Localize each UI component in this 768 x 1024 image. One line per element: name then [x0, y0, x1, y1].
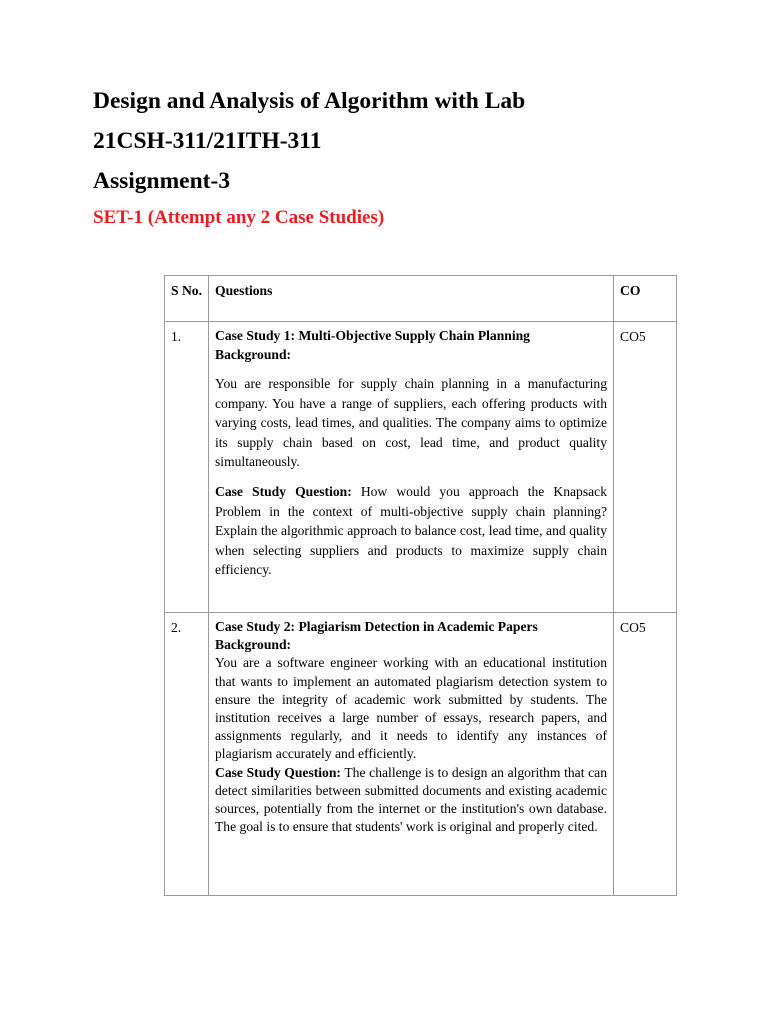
- co-value: CO5: [614, 322, 677, 613]
- co-value: CO5: [614, 613, 677, 896]
- row-number: 1.: [165, 322, 209, 613]
- question-paragraph: [215, 482, 607, 580]
- set-instruction: SET-1 (Attempt any 2 Case Studies): [93, 207, 385, 228]
- header-sno: S No.: [165, 276, 209, 322]
- table-row: [165, 613, 677, 896]
- header-questions: Questions: [209, 276, 614, 322]
- question-cell: [209, 613, 614, 896]
- row-number: 2.: [165, 613, 209, 896]
- assignment-title: Assignment-3: [93, 168, 231, 194]
- table-header-row: [165, 276, 677, 322]
- header-co: CO: [614, 276, 677, 322]
- question-text: How would you approach the Knapsack Problem in the context of multi-objective supply chain planning? Explain the algorithmic approach to balance cost, lead time, and quality when selecting suppliers and products to maximize supply chain efficiency.: [215, 483, 607, 578]
- question-label: Case Study Question:: [215, 764, 341, 780]
- background-label: Background:: [215, 346, 292, 362]
- course-title: Design and Analysis of Algorithm with Lab: [93, 88, 526, 114]
- question-label: Case Study Question:: [215, 483, 352, 499]
- case-study-title: Case Study 1: Multi-Objective Supply Chain Planning: [215, 328, 530, 343]
- course-code: 21CSH-311/21ITH-311: [93, 128, 322, 154]
- background-text: You are a software engineer working with an educational institution that wants to implement an automated plagiarism detection system to ensure the integrity of academic work submitted by students. The institution receives a large number of essays, research papers, and assignments regularly, and it needs to identify any instances of plagiarism accurately and efficiently.: [215, 655, 607, 762]
- question-cell: [209, 322, 614, 613]
- background-text: You are responsible for supply chain planning in a manufacturing company. You have a range of suppliers, each offering products with varying costs, lead times, and qualities. The company aims to optimize its supply chain based on cost, lead time, and product quality simultaneously.: [215, 376, 607, 470]
- question-text: The challenge is to design an algorithm that can detect similarities between submitted documents and existing academic sources, potentially from the internet or the institution's own database. The goal is to ensure that students' work is original and properly cited.: [215, 764, 608, 835]
- table-row: [165, 322, 677, 613]
- case-study-title: Case Study 2: Plagiarism Detection in Academic Papers: [215, 619, 538, 634]
- question-paragraph: [215, 764, 607, 837]
- case-study-table: [164, 275, 677, 896]
- background-label: Background:: [215, 637, 292, 653]
